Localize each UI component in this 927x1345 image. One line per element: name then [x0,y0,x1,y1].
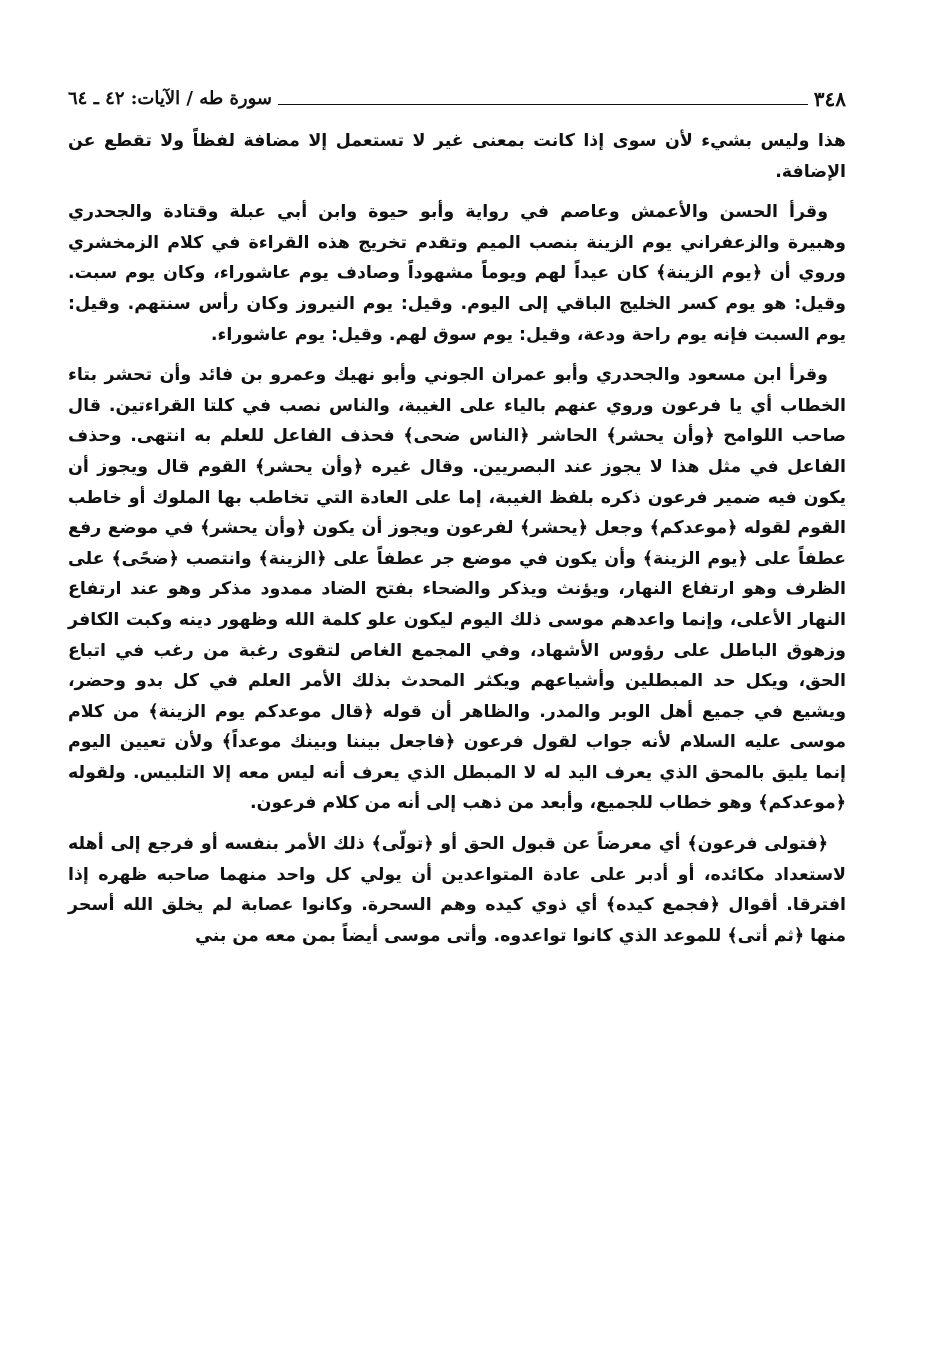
page-number: ٣٤٨ [813,87,846,111]
paragraph-4: ﴿فتولى فرعون﴾ أي معرضاً عن قبول الحق أو ﴿تولّى﴾ ذلك الأمر بنفسه أو فرجع إلى أهله لاستعداد مكائده، أو أدبر على عادة المتواعدين أن يولي كل واحد منهما صاحبه ظهره إذا افترقا. أقوال ﴿فجمع كيده﴾ أي ذوي كيده وهم السحرة. وكانوا عصابة لم يخلق الله أسحر منها ﴿ثم أتى﴾ للموعد الذي كانوا تواعدوه. وأتى موسى أيضاً بمن معه من بني [68,834,846,946]
paragraph-2: وقرأ الحسن والأعمش وعاصم في رواية وأبو حيوة وابن أبي عبلة وقتادة والجحدري وهبيرة والزعفراني يوم الزينة بنصب الميم وتقدم تخريج هذه القراءة في كلام الزمخشري وروي أن ﴿يوم الزينة﴾ كان عيداً لهم ويوماً مشهوداً وصادف يوم عاشوراء، وكان يوم سبت. وقيل: هو يوم كسر الخليج الباقي إلى اليوم. وقيل: يوم النيروز وكان رأس سنتهم. وقيل: يوم السبت فإنه يوم راحة ودعة، وقيل: يوم سوق لهم. وقيل: يوم عاشوراء. [68,202,846,345]
running-title: سورة طه / الآيات: ٤٢ ـ ٦٤ [68,88,272,109]
book-page [68,82,846,1272]
header-rule [278,104,808,105]
page-header [68,82,846,112]
paragraph-3: وقرأ ابن مسعود والجحدري وأبو عمران الجوني وأبو نهيك وعمرو بن فائد وأن تحشر بتاء الخطاب أي يا فرعون وروي عنهم بالياء على الغيبة، والناس نصب في كلتا القراءتين. قال صاحب اللوامح ﴿وأن يحشر﴾ الحاشر ﴿الناس ضحى﴾ فحذف الفاعل للعلم به انتهى. وحذف الفاعل في مثل هذا لا يجوز عند البصريين. وقال غيره ﴿وأن يحشر﴾ القوم قال ويجوز أن يكون فيه ضمير فرعون ذكره بلفظ الغيبة، إما على العادة التي تخاطب بها الملوك أو خاطب القوم لقوله ﴿موعدكم﴾ وجعل ﴿يحشر﴾ لفرعون ويجوز أن يكون ﴿وأن يحشر﴾ في موضع رفع عطفاً على ﴿يوم الزينة﴾ وأن يكون في موضع جر عطفاً على ﴿الزينة﴾ وانتصب ﴿ضحًى﴾ على الظرف وهو ارتفاع النهار، ويؤنث ويذكر والضحاء بفتح الضاد ممدود مذكر وهو عند ارتفاع النهار الأعلى، وإنما واعدهم موسى ذلك اليوم ليكون علو كلمة الله وظهور دينه وكبت الكافر وزهوق الباطل على رؤوس الأشهاد، وفي المجمع الغاص لتقوى رغبة من رغب في اتباع الحق، ويكل حد المبطلين وأشياعهم ويكثر المحدث بذلك الأمر العلم في كل بدو وحضر، ويشيع في جميع أهل الوبر والمدر. والظاهر أن قوله ﴿قال موعدكم يوم الزينة﴾ من كلام موسى عليه السلام لأنه جواب لقول فرعون ﴿فاجعل بيننا وبينك موعداً﴾ ولأن تعيين اليوم إنما يليق بالمحق الذي يعرف اليد له لا المبطل الذي يعرف أنه ليس معه إلا التلبيس. ولقوله ﴿موعدكم﴾ وهو خطاب للجميع، وأبعد من ذهب إلى أنه من كلام فرعون. [68,365,846,814]
page-body [68,126,846,951]
paragraph-1: هذا وليس بشيء لأن سوى إذا كانت بمعنى غير لا تستعمل إلا مضافة لفظاً ولا تقطع عن الإضافة. [68,131,846,182]
